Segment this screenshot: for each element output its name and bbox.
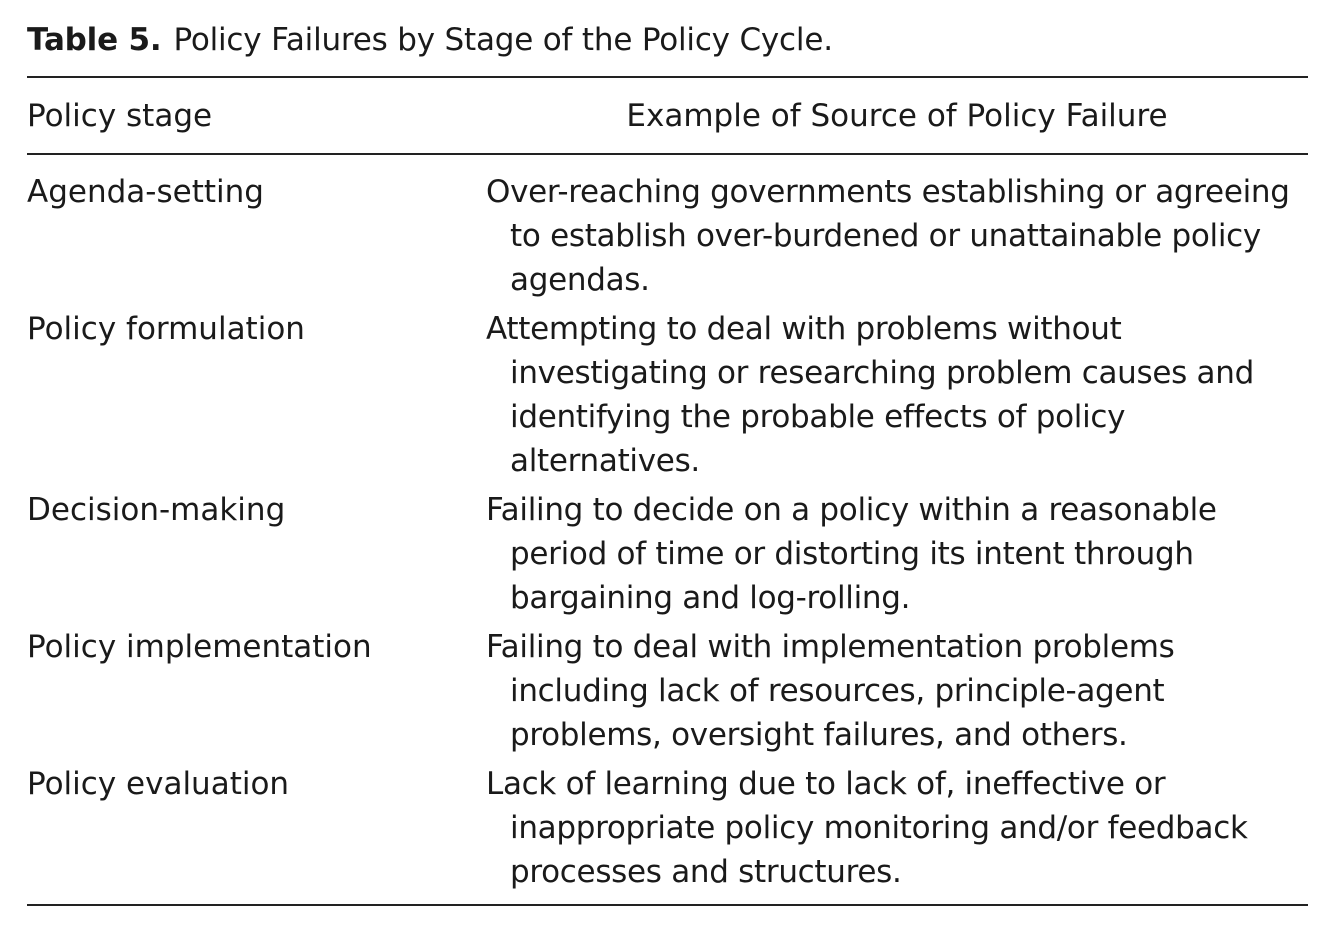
table-title: Policy Failures by Stage of the Policy Cycle. — [173, 22, 833, 58]
table-body — [27, 170, 1308, 899]
table-row — [27, 488, 1308, 620]
cell-example: Over-reaching governments establishing or agreeing to establish over-burdened or unattainable policy agendas. — [486, 174, 1290, 298]
table-bottom-rule — [27, 904, 1308, 906]
cell-example: Failing to deal with implementation problems including lack of resources, principle-agent problems, oversight failures, and others. — [486, 629, 1175, 753]
table-caption — [27, 20, 833, 60]
table-top-rule — [27, 76, 1308, 78]
cell-policy-stage: Policy formulation — [27, 311, 305, 347]
table-number: Table 5. — [27, 22, 162, 58]
table-row — [27, 625, 1308, 757]
table-header-rule — [27, 153, 1308, 155]
cell-policy-stage: Policy implementation — [27, 629, 372, 665]
cell-policy-stage: Decision-making — [27, 492, 286, 528]
column-header-example: Example of Source of Policy Failure — [626, 98, 1168, 134]
table-row — [27, 307, 1308, 483]
cell-example: Lack of learning due to lack of, ineffective or inappropriate policy monitoring and/or feedback processes and structures. — [486, 766, 1248, 890]
cell-example: Failing to decide on a policy within a reasonable period of time or distorting its intent through bargaining and log-rolling. — [486, 492, 1217, 616]
cell-policy-stage: Agenda-setting — [27, 174, 264, 210]
cell-policy-stage: Policy evaluation — [27, 766, 290, 802]
table-row — [27, 762, 1308, 894]
cell-example: Attempting to deal with problems without investigating or researching problem causes and identifying the probable effects of policy alternatives. — [486, 311, 1254, 479]
table-row — [27, 170, 1308, 302]
column-header-policy-stage: Policy stage — [27, 98, 213, 134]
